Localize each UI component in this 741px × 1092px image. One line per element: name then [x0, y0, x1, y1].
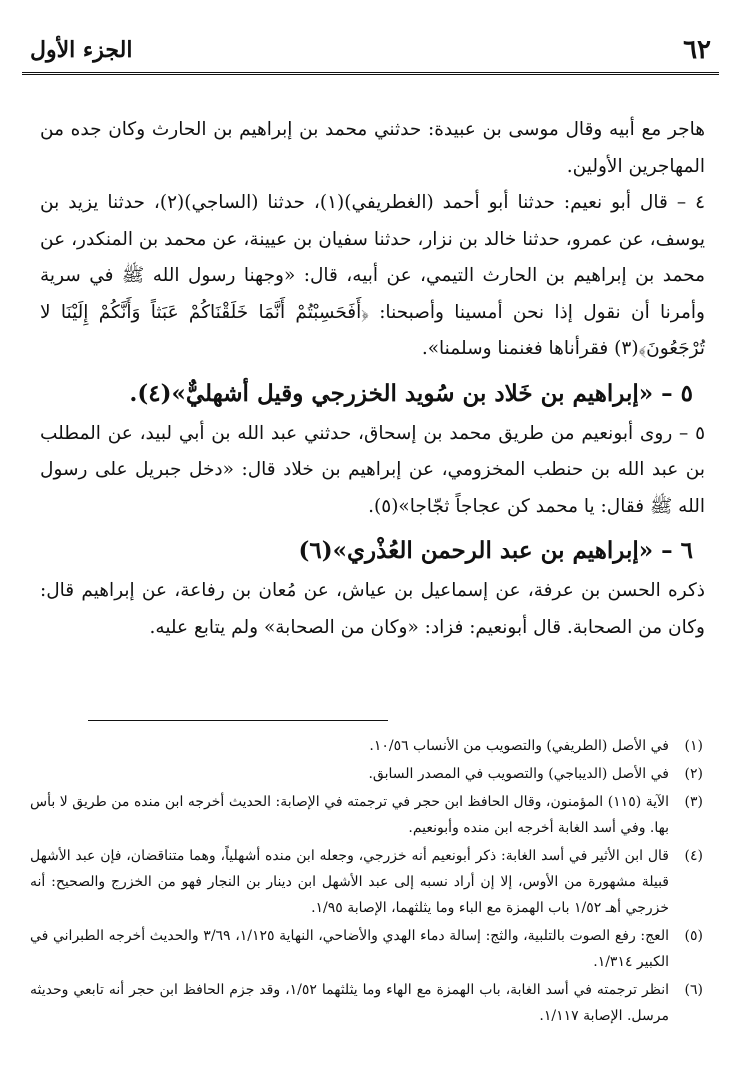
- footnote-number: (٥): [684, 928, 703, 944]
- paragraph: ٥ – روى أبونعيم من طريق محمد بن إسحاق، حدثني عبد الله بن أبي لبيد، عن المطلب بن عبد الله بن حنطب المخزومي، عن إبراهيم بن خلاد قال: «دخل جبريل على رسول الله ﷺ فقال: يا محمد كن عجاجاً ثجّاجا»(٥).: [40, 422, 705, 517]
- paragraph: هاجر مع أبيه وقال موسى بن عبيدة: حدثني محمد بن إبراهيم بن الحارث وكان جده من المهاجرين الأولين.: [40, 119, 705, 177]
- paragraph: ذكره الحسن بن عرفة، عن إسماعيل بن عياش، عن مُعان بن رفاعة، عن إبراهيم قال: وكان من الصحابة. قال أبونعيم: فزاد: «وكان من الصحابة» ولم يتابع عليه.: [40, 580, 705, 638]
- footnote-number: (١): [684, 738, 703, 754]
- footnote: [30, 977, 703, 1029]
- footnotes: [30, 733, 703, 1031]
- footnote-number: (٢): [684, 766, 703, 782]
- footnote-text: قال ابن الأثير في أسد الغابة: ذكر أبونعيم أنه خزرجي، وجعله ابن منده أشهلياً، وهما متناقضان، فإن عبد الأشهل قبيلة مشهورة من الأوس، إلا إن أراد نسبه إلى عبد الأشهل ابن دينار بن النجار فهو من الخزرج والصحيح: أنه خزرجي أهـ ١/٥٢ باب الهمزة مع الباء وما يثلثهما، الإصابة ١/٩٥.: [30, 848, 669, 916]
- footnote-number: (٤): [684, 848, 703, 864]
- footnote-number: (٣): [684, 794, 703, 810]
- section-heading: ٦ – «إبراهيم بن عبد الرحمن العُذْري»(٦): [298, 537, 693, 564]
- footnote: [30, 789, 703, 841]
- section-heading: ٥ – «إبراهيم بن خَلاد بن سُويد الخزرجي وقيل أشهليٌّ»(٤).: [129, 379, 693, 407]
- page-number: ٦٢: [683, 35, 711, 65]
- part-title: الجزء الأول: [30, 37, 133, 63]
- footnote-text: العج: رفع الصوت بالتلبية، والثج: إسالة دماء الهدي والأضاحي، النهاية ١/١٢٥، ٣/٦٩ والحديث أخرجه الطبراني في الكبير ١/٣١٤.: [30, 928, 670, 970]
- footnote-number: (٦): [684, 982, 703, 998]
- footnote-text: انظر ترجمته في أسد الغابة، باب الهمزة مع الهاء وما يثلثهما ١/٥٢، وقد جزم الحافظ ابن حجر أنه تابعي وحديثه مرسل. الإصابة ١/١١٧.: [30, 982, 669, 1024]
- footnote: [30, 761, 703, 787]
- footnote-divider: [88, 720, 388, 721]
- footnote: [30, 923, 703, 975]
- page-header: [22, 28, 719, 75]
- footnote: [30, 733, 703, 759]
- footnote: [30, 843, 703, 921]
- main-text: [40, 112, 705, 646]
- footnote-text: الآية (١١٥) المؤمنون، وقال الحافظ ابن حجر في ترجمته في الإصابة: الحديث أخرجه ابن منده من طريق لا بأس بها. وفي أسد الغابة أخرجه ابن منده وأبونعيم.: [30, 794, 669, 836]
- paragraph: ٤ – قال أبو نعيم: حدثنا أبو أحمد (الغطريفي)(١)، حدثنا (الساجي)(٢)، حدثنا يزيد بن يوسف، عن عمرو، حدثنا خالد بن نزار، حدثنا سفيان بن عيينة، عن محمد بن المنكدر، عن محمد بن إبراهيم بن الحارث التيمي، عن أبيه، قال: «وجهنا رسول الله ﷺ في سرية وأمرنا أن نقول إذا نحن أمسينا وأصبحنا: ﴿أَفَحَسِبْتُمْ أَنَّمَا خَلَقْنَاكُمْ عَبَثاً وَأَنَّكُمْ إِلَيْنَا لا تُرْجَعُونَ﴾(٣) فقرأناها فغنمنا وسلمنا».: [40, 192, 705, 359]
- footnote-text: في الأصل (الديباجي) والتصويب في المصدر السابق.: [368, 766, 669, 782]
- footnote-text: في الأصل (الطريفي) والتصويب من الأنساب ١٠/٥٦.: [369, 738, 669, 754]
